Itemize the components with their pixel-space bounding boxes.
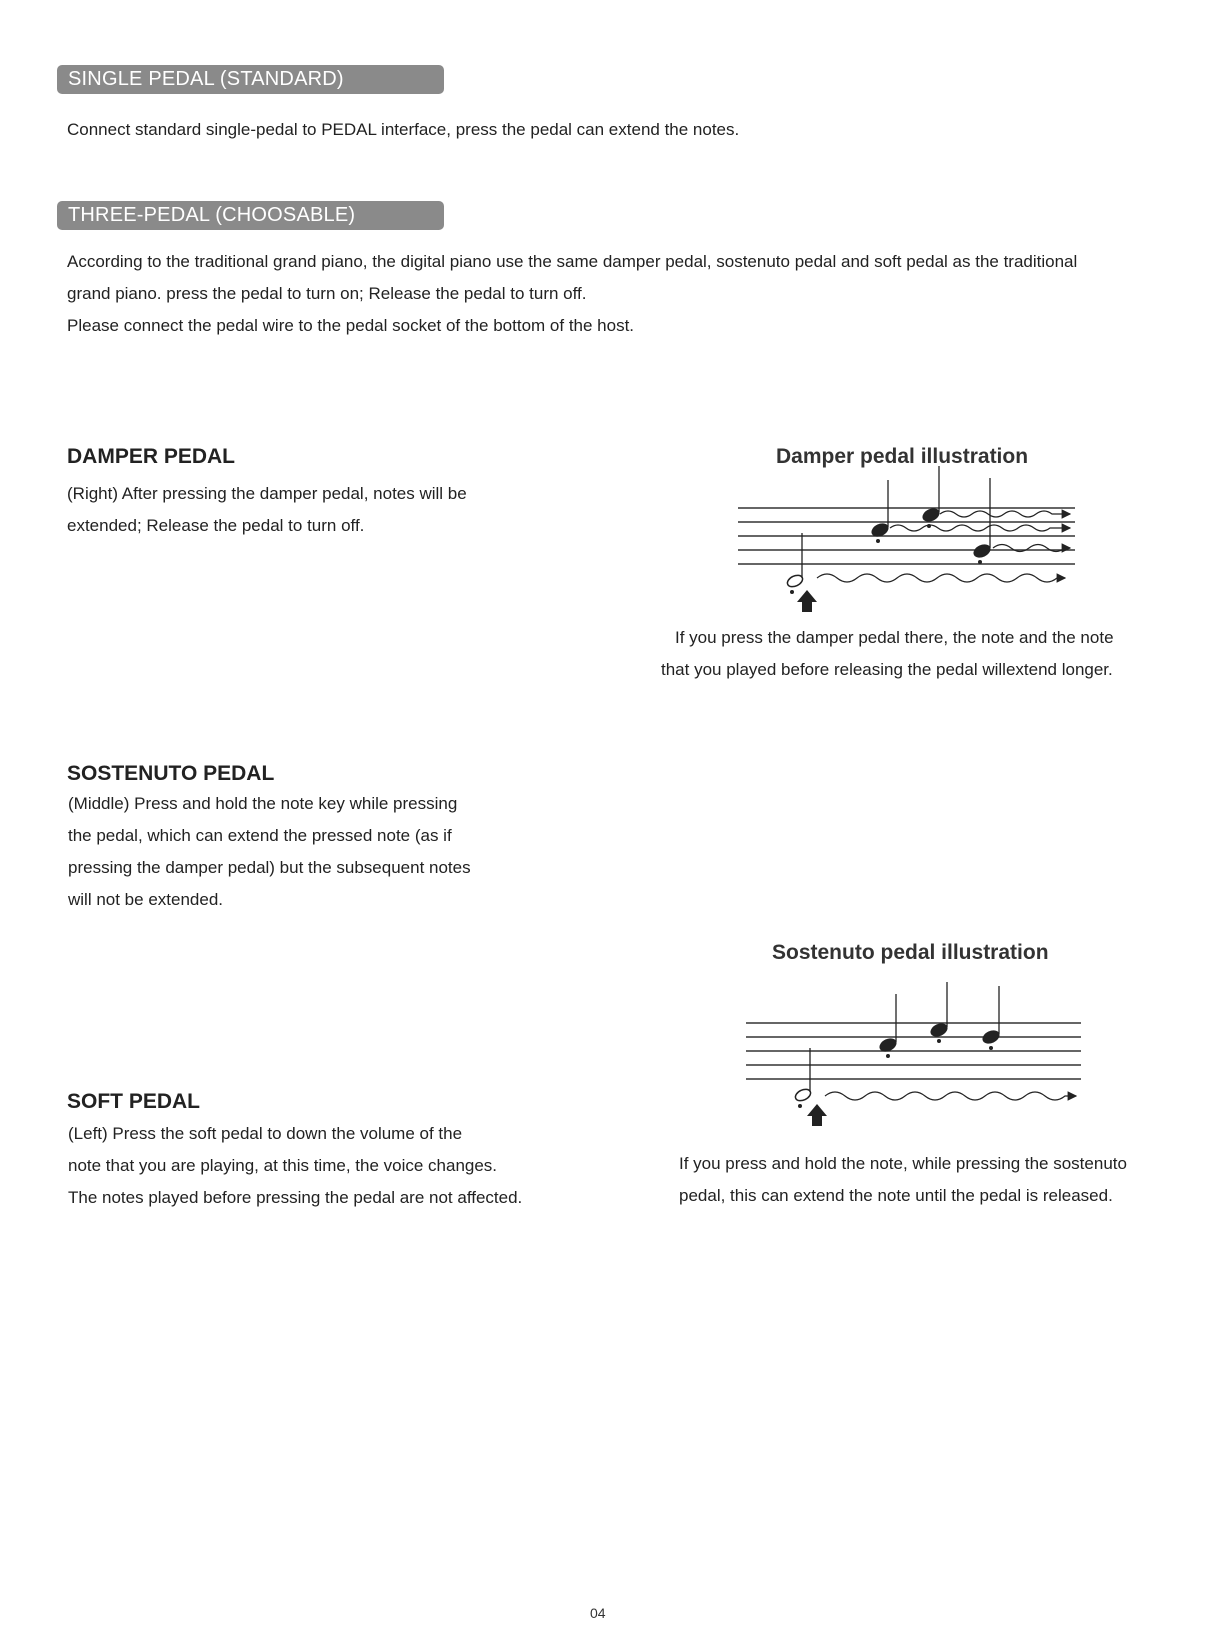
up-arrow-icon — [797, 590, 817, 612]
note-3 — [980, 986, 1001, 1050]
staff-lines — [746, 1023, 1081, 1079]
damper-pedal-heading: DAMPER PEDAL — [67, 445, 236, 468]
sostenuto-pedal-heading: SOSTENUTO PEDAL — [67, 762, 275, 785]
damper-illustration-caption: If you press the damper pedal there, the note and the note that you played before releasing the pedal willextend longer. — [661, 628, 1114, 679]
sostenuto-pedal-illustration — [743, 978, 1103, 1138]
note-2 — [928, 982, 949, 1043]
sostenuto-illustration-caption: If you press and hold the note, while pressing the sostenuto pedal, this can extend the note until the pedal is released. — [679, 1154, 1127, 1205]
note-half — [794, 1048, 813, 1108]
three-pedal-title: THREE-PEDAL (CHOOSABLE) — [57, 201, 444, 230]
soft-pedal-heading: SOFT PEDAL — [67, 1090, 201, 1113]
damper-pedal-illustration — [735, 478, 1095, 618]
note-1 — [869, 480, 890, 543]
single-pedal-text: Connect standard single-pedal to PEDAL interface, press the pedal can extend the notes. — [67, 120, 740, 139]
page-number: 04 — [590, 1605, 606, 1621]
wavy-arrow-icon — [825, 1092, 1076, 1100]
soft-pedal-text: (Left) Press the soft pedal to down the volume of the note that you are playing, at this time, the voice changes. The notes played before pressing the pedal are not affected. — [68, 1124, 523, 1207]
damper-pedal-text: (Right) After pressing the damper pedal, notes will be extended; Release the pedal to turn off. — [67, 484, 467, 535]
note-1 — [877, 994, 898, 1058]
sostenuto-illustration-title: Sostenuto pedal illustration — [772, 941, 1049, 964]
note-3 — [971, 478, 992, 564]
note-2 — [920, 466, 941, 528]
single-pedal-title: SINGLE PEDAL (STANDARD) — [57, 65, 444, 94]
sostenuto-pedal-text: (Middle) Press and hold the note key while pressing the pedal, which can extend the pressed note (as if pressing the damper pedal) but the subsequent notes will not be extended. — [68, 794, 471, 909]
damper-illustration-title: Damper pedal illustration — [776, 445, 1029, 468]
up-arrow-icon — [807, 1104, 827, 1126]
three-pedal-text: According to the traditional grand piano, the digital piano use the same damper pedal, sostenuto pedal and soft pedal as the traditional grand piano. press the pedal to turn on; Release the pedal to turn off. Please connect the pedal wire to the pedal socket of the bottom of the host. — [67, 252, 1078, 335]
